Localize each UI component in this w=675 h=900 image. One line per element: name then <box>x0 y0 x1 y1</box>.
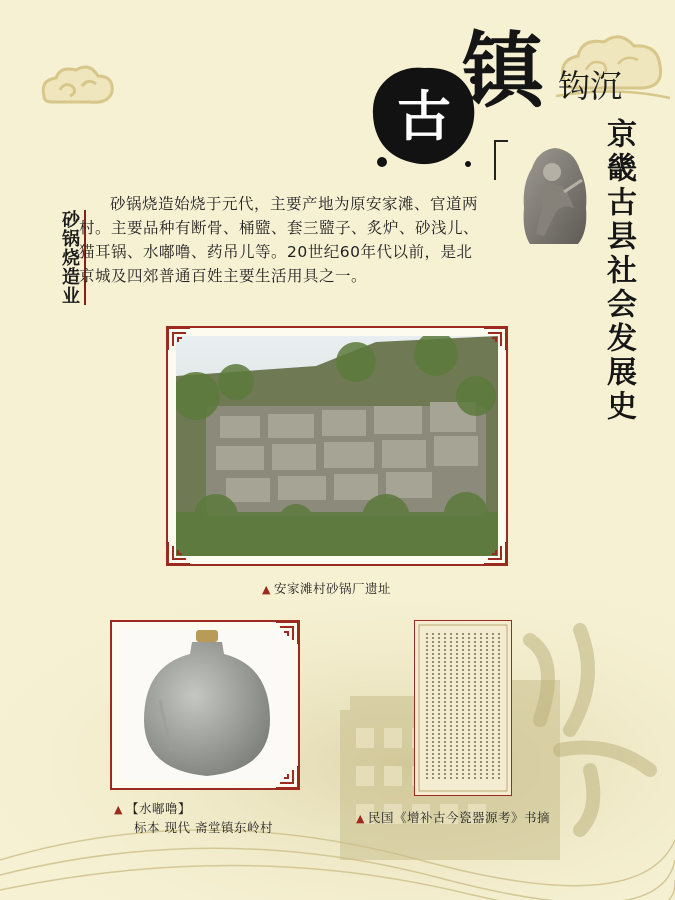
jar-photo-frame <box>110 620 300 790</box>
book-page-text-image <box>415 621 511 795</box>
triangle-bullet-icon: ▲ <box>114 803 123 816</box>
main-photo-caption <box>262 579 391 597</box>
frame-corner-ornament <box>482 540 508 566</box>
frame-corner-ornament <box>166 326 192 352</box>
frame-corner-ornament <box>482 326 508 352</box>
frame-corner-ornament <box>274 764 300 790</box>
title-suffix: 钩沉 <box>558 67 623 105</box>
book-excerpt-image <box>414 620 512 796</box>
frame-corner-ornament <box>166 540 192 566</box>
jar-caption-line1 <box>114 800 273 819</box>
jar-caption-title: 【水嘟噜】 <box>125 801 191 816</box>
main-photo-frame <box>166 326 508 566</box>
kiln-ruins-photo <box>176 336 498 556</box>
jar-caption <box>114 800 273 837</box>
triangle-bullet-icon: ▲ <box>262 583 271 596</box>
main-photo-caption-text: 安家滩村砂锅厂遗址 <box>273 581 391 596</box>
book-caption <box>356 808 550 826</box>
triangle-bullet-icon: ▲ <box>356 812 365 825</box>
cloud-ornament-left <box>38 62 118 110</box>
section-label: 砂锅烧造业 <box>54 210 86 305</box>
stone-relief-image <box>520 146 590 246</box>
title-char-zhen: 镇 <box>462 23 545 119</box>
title-bracket-ornament <box>494 140 508 180</box>
vertical-book-title: 京畿古县社会发展史 <box>601 118 636 424</box>
frame-corner-ornament <box>274 620 300 646</box>
background-watermark <box>0 600 675 900</box>
clay-jar-photo <box>120 630 290 780</box>
book-caption-text: 民国《增补古今瓷器源考》书摘 <box>367 810 550 825</box>
title-char-gu: 古 <box>397 84 451 148</box>
jar-caption-line2: 标本 现代 斋堂镇东岭村 <box>134 820 273 835</box>
intro-paragraph: 砂锅烧造始烧于元代，主要产地为原安家滩、官道两村。主要品种有断骨、桶盬、套三盬子、炙炉、砂浅儿、猫耳锅、水嘟噜、药吊儿等。20世纪60年代以前，是北京城及四郊普通百姓主要生活用具之一。 <box>79 195 480 285</box>
